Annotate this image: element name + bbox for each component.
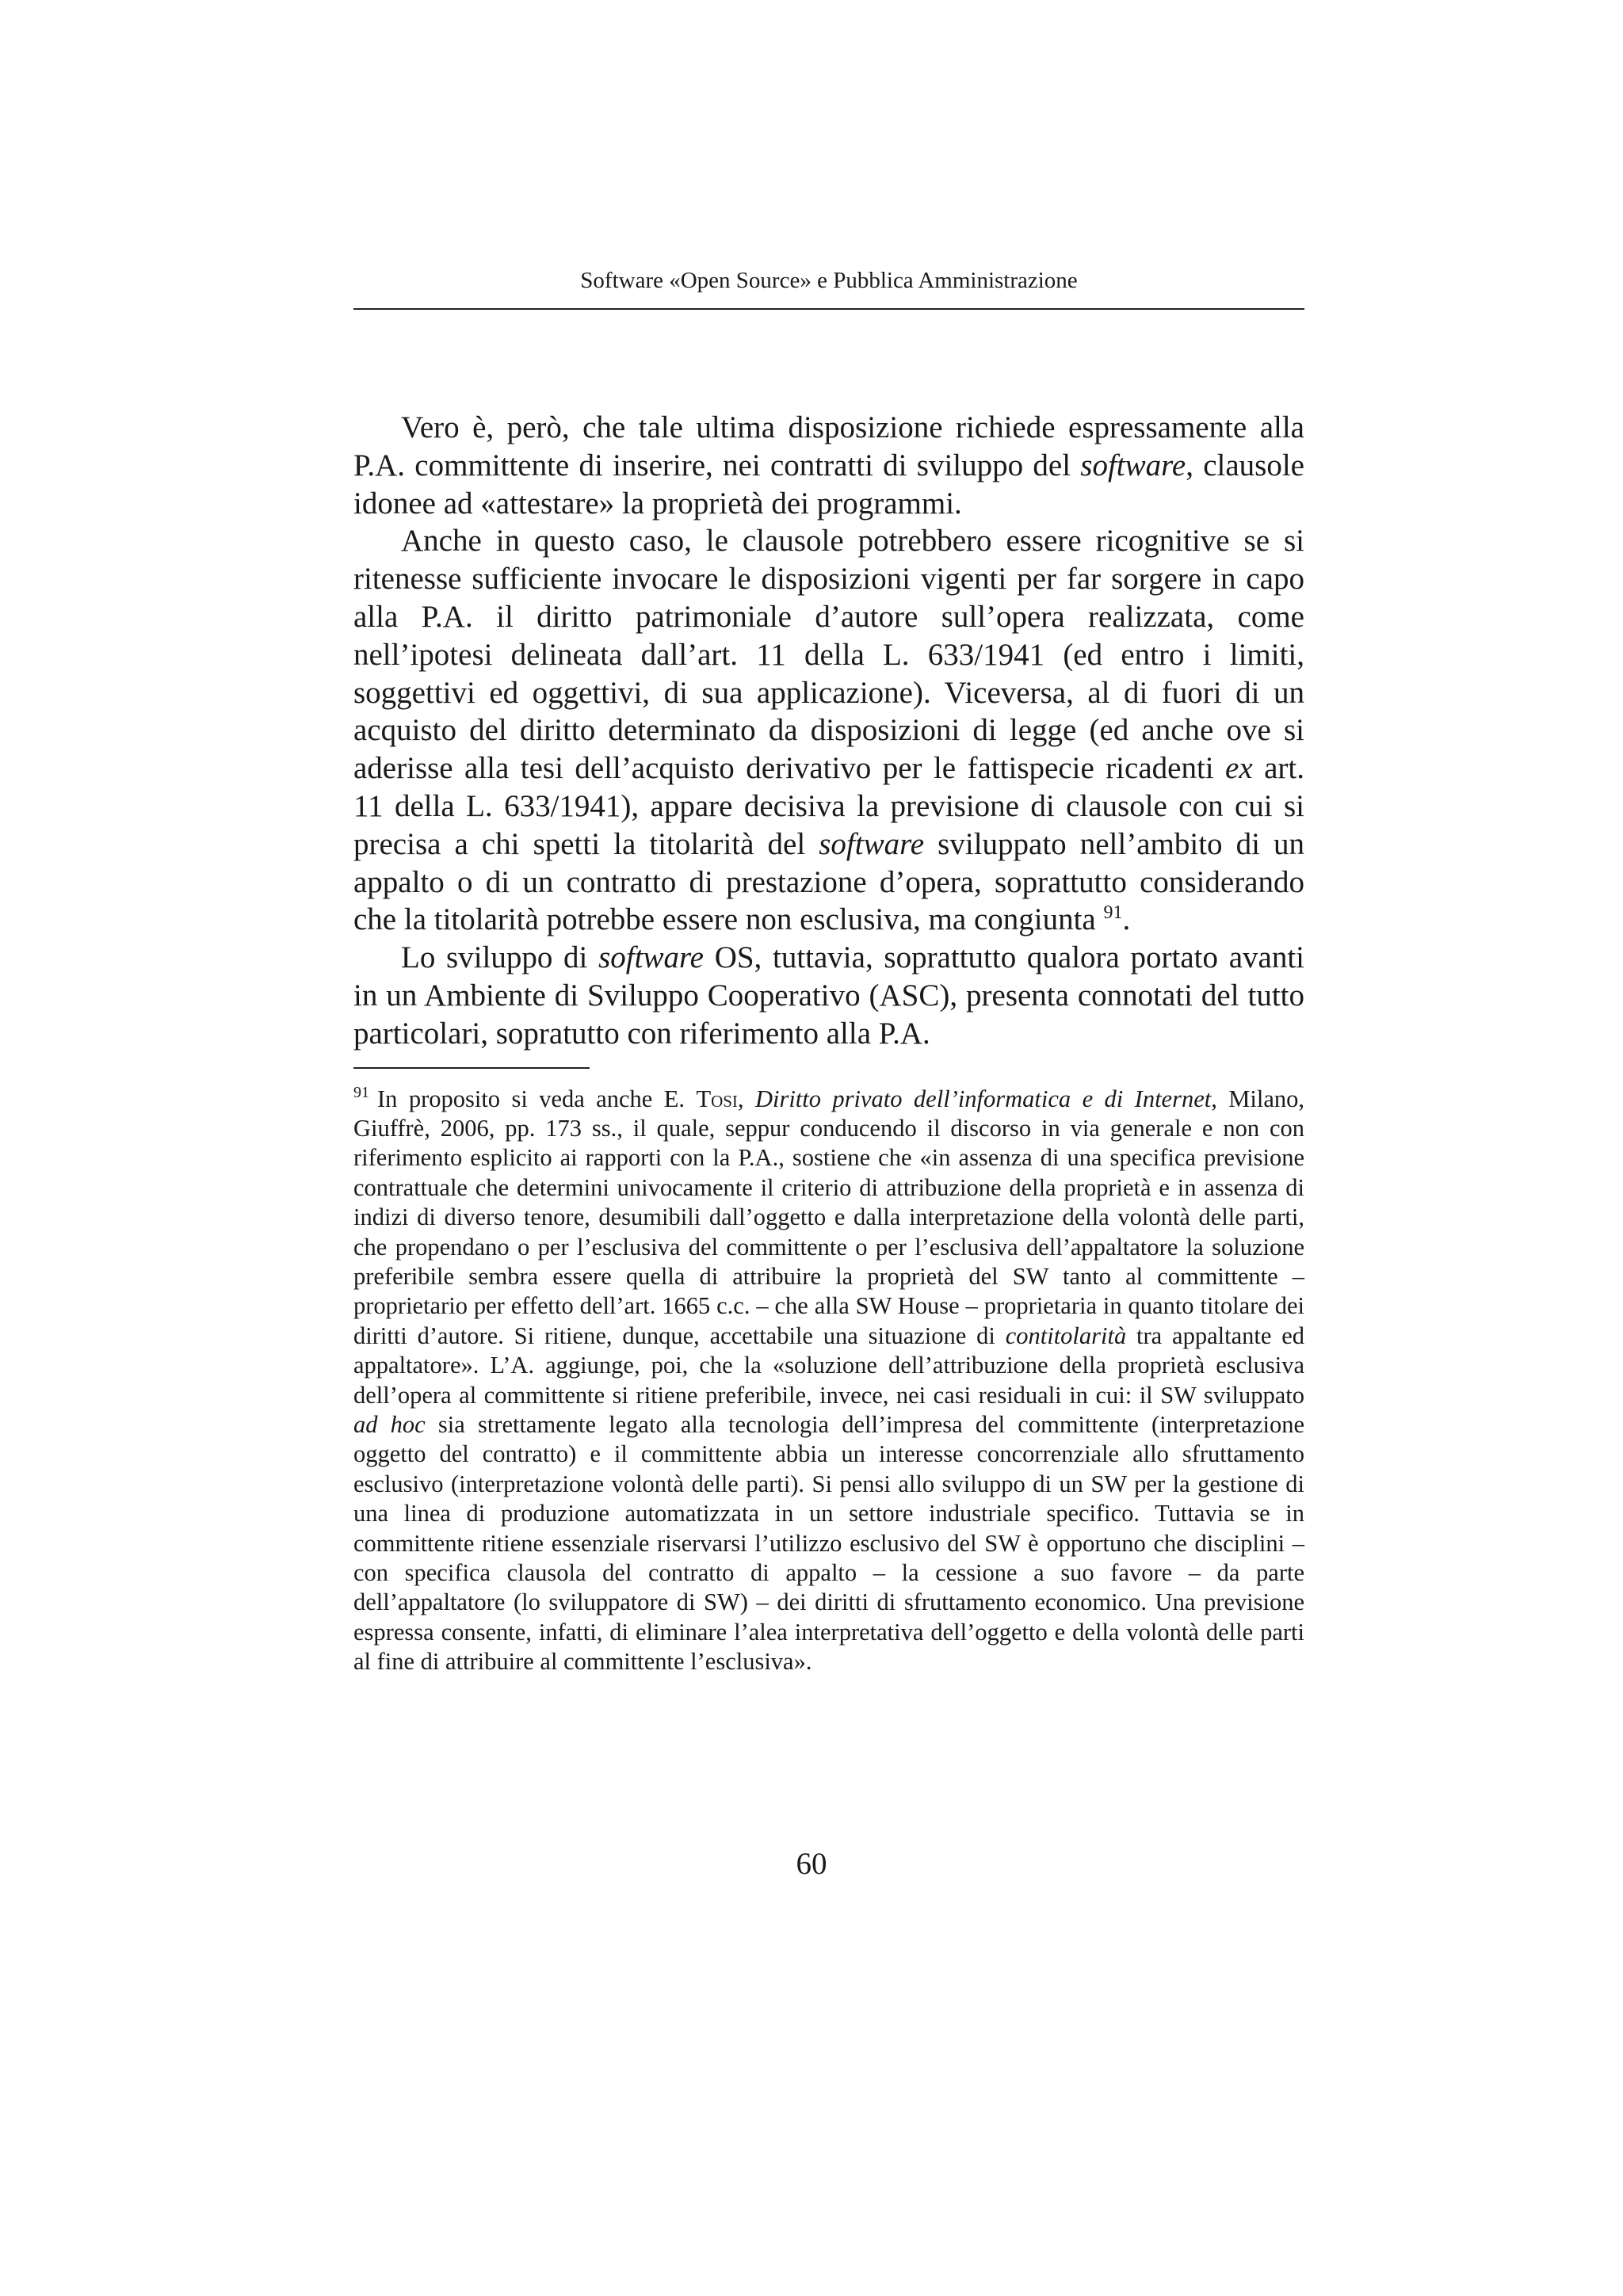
italic-term: ex [1225,751,1253,786]
paragraph-2 [353,522,1304,939]
text-run: sia strettamente legato alla tecnologia dell’impresa del committente (interpretazione oggetto del contratto) e il committente abbia un interesse concorrenziale allo sfruttamento esclusivo (interpretazione volontà delle parti). Si pensi allo sviluppo di un SW per la gestione di una linea di produzione automatizzata in un settore industriale specifico. Tuttavia se in committente ritiene essenziale riservarsi l’utilizzo esclusivo del SW è opportuno che disciplini – con specifica clausola del contratto di appalto – la cessione a suo favore – da parte dell’appaltatore (lo sviluppatore di SW) – dei diritti di sfruttamento economico. Una previsione espressa consente, infatti, di eliminare l’alea interpretativa dell’oggetto e della volontà delle parti al fine di attribuire al committente l’esclusiva». [353,1411,1304,1676]
text-run: Lo sviluppo di [401,940,599,975]
text-run: . [1122,902,1131,937]
text-run: , Milano, Giuffrè, 2006, pp. 173 ss., il quale, seppur conducendo il discorso in via generale e non con riferimento esplicito ai rapporti con la P.A., sostiene che «in assenza di una specifica previsione contrattuale che determini univocamente il criterio di attribuzione della proprietà e in assenza di indizi di diverso tenore, desumibili dall’oggetto e dalla interpretazione della volontà delle parti, che propendano o per l’esclusiva del committente o per l’esclusiva dell’appaltatore la soluzione preferibile sembra essere quella di attribuire la proprietà del SW tanto al committente – proprietario per effetto dell’art. 1665 c.c. – che alla SW House – proprietaria in quanto titolare dei diritti d’autore. Si ritiene, dunque, accettabile una situazione di [353,1085,1305,1349]
italic-term: software [598,940,704,975]
paragraph-3 [353,939,1304,1052]
italic-term: contitolarità [1005,1322,1127,1349]
running-header: Software «Open Source» e Pubblica Amministrazione [353,269,1304,310]
italic-term: software [1080,448,1186,482]
page-number: 60 [796,1847,827,1881]
text-run: sviluppato nell’ambito di un appalto o di un contratto di prestazione d’opera, soprattutto considerando che la titolarità potrebbe essere non esclusiva, ma congiunta [353,826,1304,937]
footnote-91 [353,1085,1304,1677]
main-text [353,409,1304,1053]
text-run: , clausole idonee ad «attestare» la proprietà dei programmi. [353,448,1304,521]
author-name: Tosi [696,1085,738,1112]
footnote-number: 91 [353,1084,369,1102]
text-run: , [737,1085,755,1112]
text-run: Vero è, però, che tale ultima disposizione richiede espressamente alla P.A. committente di inserire, nei contratti di sviluppo del [353,410,1304,482]
text-run: Anche in questo caso, le clausole potrebbero essere ricognitive se si ritenesse sufficiente invocare le disposizioni vigenti per far sorgere in capo alla P.A. il diritto patrimoniale d’autore sull’opera realizzata, come nell’ipotesi delineata dall’art. 11 della L. 633/1941 (ed entro i limiti, soggettivi ed oggettivi, di sua applicazione). Viceversa, al di fuori di un acquisto del diritto determinato da disposizioni di legge (ed anche ove si aderisse alla tesi dell’acquisto derivativo per le fattispecie ricadenti [353,524,1304,786]
work-title: Diritto privato dell’informatica e di Internet [754,1085,1212,1112]
paragraph-1 [353,409,1304,522]
italic-term: software [819,826,925,861]
text-run: In proposito si veda anche E. [377,1085,697,1112]
footnote-divider [353,1067,590,1069]
text-run: tra appaltante ed appaltatore». L’A. aggiunge, poi, che la «soluzione dell’attribuzione della proprietà esclusiva dell’opera al committente si ritiene preferibile, invece, nei casi residuali in cui: il SW sviluppato [353,1322,1304,1409]
text-run: art. 11 della L. 633/1941), appare decisiva la previsione di clausole con cui si precisa a chi spetti la titolarità del [353,751,1304,861]
footnote-reference[interactable]: 91 [1103,902,1123,924]
italic-term: ad hoc [353,1411,426,1439]
page-content [353,269,1304,1677]
text-run: OS, tuttavia, soprattutto qualora portato avanti in un Ambiente di Sviluppo Cooperativo (ASC), presenta connotati del tutto particolari, sopratutto con riferimento alla P.A. [353,940,1304,1051]
